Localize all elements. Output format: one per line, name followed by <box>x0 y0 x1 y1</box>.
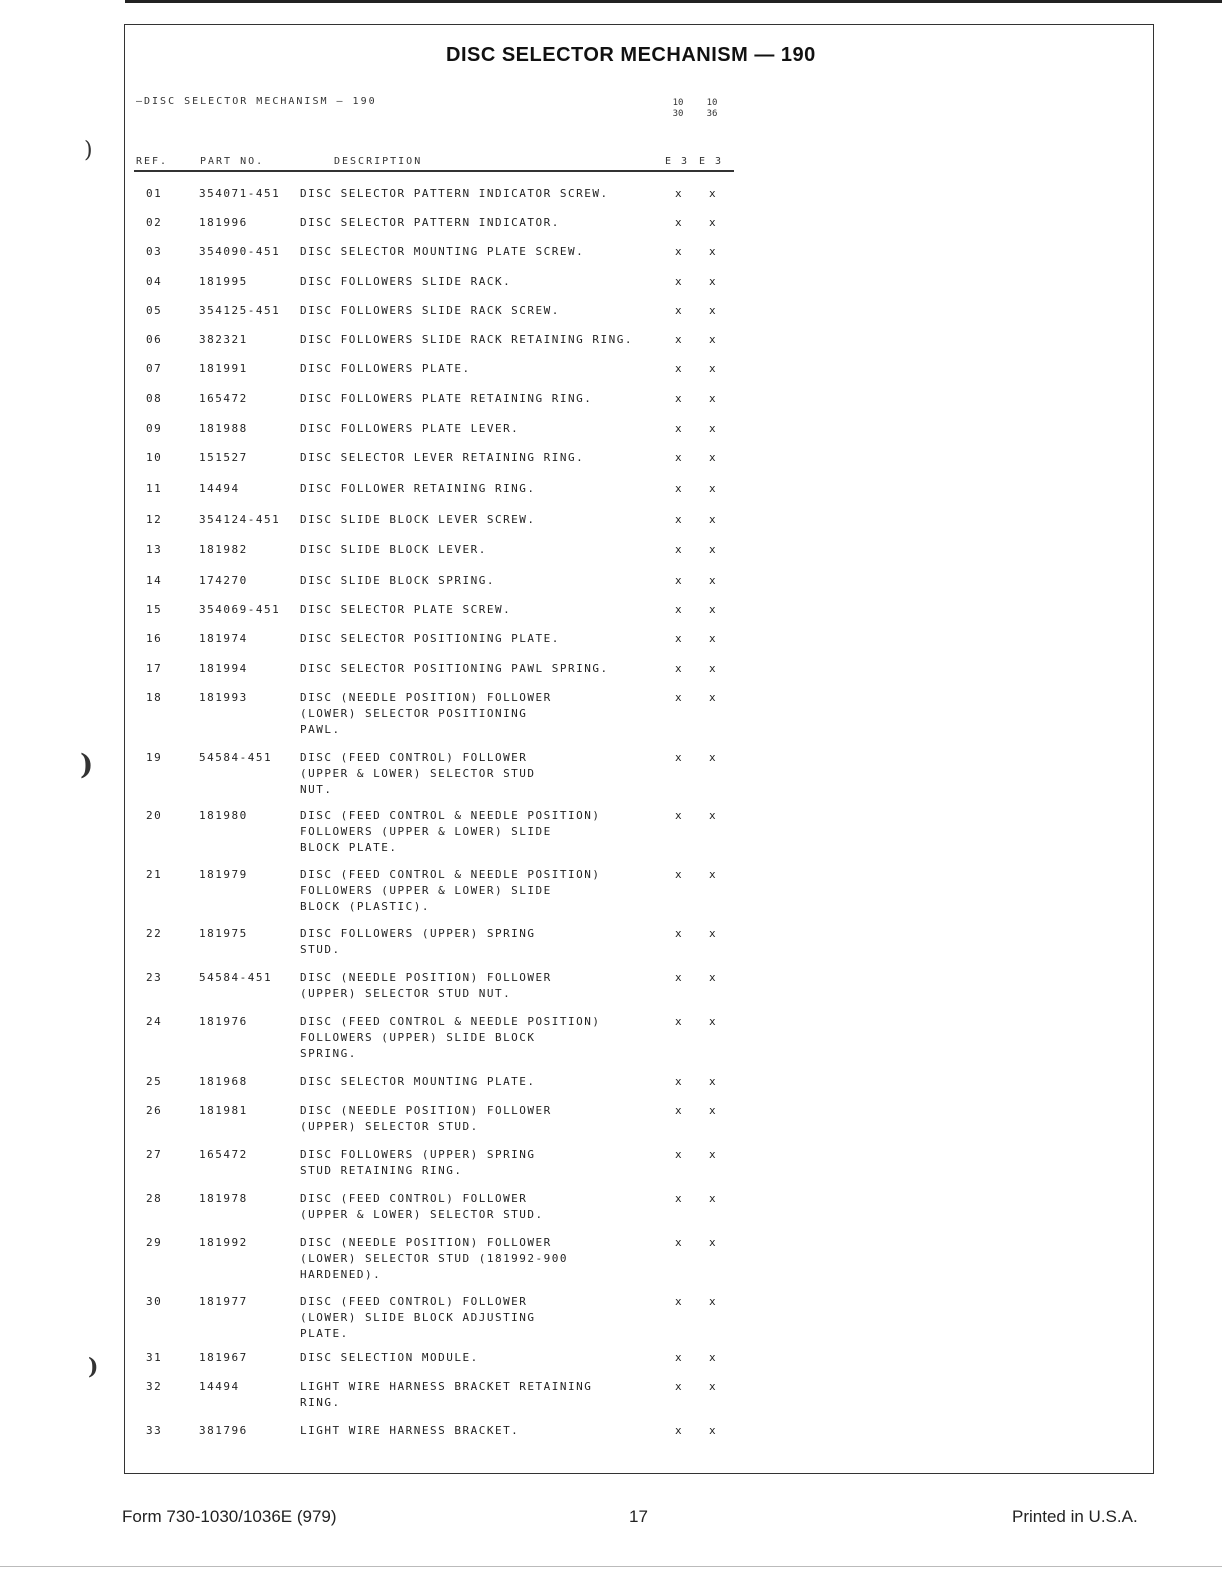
row-ref: 18 <box>146 691 163 704</box>
binding-mark-icon: ) <box>80 748 94 781</box>
page-title: DISC SELECTOR MECHANISM — 190 <box>446 44 816 66</box>
row-model-1-mark: x <box>674 1424 684 1437</box>
header-model-1: E 3 <box>665 156 690 167</box>
row-ref: 29 <box>146 1236 163 1249</box>
row-ref: 19 <box>146 751 163 764</box>
row-ref: 20 <box>146 809 163 822</box>
row-ref: 31 <box>146 1351 163 1364</box>
row-ref: 11 <box>146 482 163 495</box>
row-description: DISC (FEED CONTROL) FOLLOWER (LOWER) SLIDE BLOCK ADJUSTING PLATE. <box>300 1295 536 1340</box>
row-model-2-mark: x <box>708 422 718 435</box>
model-column-2-code: 1036 <box>706 98 718 119</box>
row-model-2-mark: x <box>708 751 718 764</box>
model-column-1-code: 1030 <box>672 98 684 119</box>
header-model-2: E 3 <box>699 156 724 167</box>
row-model-1-mark: x <box>674 1351 684 1364</box>
row-model-2-mark: x <box>708 187 718 200</box>
row-description: DISC (FEED CONTROL & NEEDLE POSITION) FOLLOWERS (UPPER) SLIDE BLOCK SPRING. <box>300 1015 601 1060</box>
row-ref: 15 <box>146 603 163 616</box>
row-model-1-mark: x <box>674 187 684 200</box>
row-ref: 16 <box>146 632 163 645</box>
row-model-1-mark: x <box>674 1236 684 1249</box>
row-description: DISC (NEEDLE POSITION) FOLLOWER (UPPER) SELECTOR STUD NUT. <box>300 971 552 1000</box>
row-part-number: 181968 <box>199 1075 248 1088</box>
row-model-2-mark: x <box>708 1351 718 1364</box>
row-description: DISC SELECTOR LEVER RETAINING RING. <box>300 451 585 464</box>
row-model-2-mark: x <box>708 691 718 704</box>
row-model-1-mark: x <box>674 1148 684 1161</box>
row-model-2-mark: x <box>708 392 718 405</box>
row-model-2-mark: x <box>708 1104 718 1117</box>
row-model-2-mark: x <box>708 216 718 229</box>
row-model-2-mark: x <box>708 1424 718 1437</box>
row-description: DISC SELECTOR PLATE SCREW. <box>300 603 512 616</box>
row-part-number: 354124-451 <box>199 513 281 526</box>
row-ref: 26 <box>146 1104 163 1117</box>
row-model-1-mark: x <box>674 632 684 645</box>
row-part-number: 354071-451 <box>199 187 281 200</box>
row-model-2-mark: x <box>708 1380 718 1393</box>
row-part-number: 181976 <box>199 1015 248 1028</box>
row-part-number: 181980 <box>199 809 248 822</box>
row-model-1-mark: x <box>674 1380 684 1393</box>
row-part-number: 181979 <box>199 868 248 881</box>
row-description: DISC SLIDE BLOCK LEVER SCREW. <box>300 513 536 526</box>
row-model-2-mark: x <box>708 1075 718 1088</box>
row-description: LIGHT WIRE HARNESS BRACKET. <box>300 1424 520 1437</box>
binding-mark-icon: ) <box>84 138 93 163</box>
row-model-2-mark: x <box>708 275 718 288</box>
header-ref: REF. <box>136 156 169 167</box>
row-ref: 02 <box>146 216 163 229</box>
bottom-rule <box>0 1566 1222 1567</box>
row-model-2-mark: x <box>708 1192 718 1205</box>
row-description: DISC FOLLOWERS (UPPER) SPRING STUD RETAINING RING. <box>300 1148 536 1177</box>
row-description: DISC SELECTOR POSITIONING PAWL SPRING. <box>300 662 609 675</box>
row-part-number: 181967 <box>199 1351 248 1364</box>
row-part-number: 174270 <box>199 574 248 587</box>
row-description: DISC FOLLOWERS SLIDE RACK RETAINING RING. <box>300 333 634 346</box>
row-ref: 04 <box>146 275 163 288</box>
row-model-1-mark: x <box>674 1015 684 1028</box>
row-ref: 21 <box>146 868 163 881</box>
row-description: DISC (FEED CONTROL & NEEDLE POSITION) FOLLOWERS (UPPER & LOWER) SLIDE BLOCK PLATE. <box>300 809 601 854</box>
row-ref: 03 <box>146 245 163 258</box>
row-model-1-mark: x <box>674 275 684 288</box>
row-description: DISC (FEED CONTROL) FOLLOWER (UPPER & LOWER) SELECTOR STUD. <box>300 1192 544 1221</box>
row-model-2-mark: x <box>708 971 718 984</box>
row-part-number: 181992 <box>199 1236 248 1249</box>
row-model-1-mark: x <box>674 304 684 317</box>
row-model-1-mark: x <box>674 603 684 616</box>
header-part: PART NO. <box>200 156 265 167</box>
footer-printed: Printed in U.S.A. <box>1012 1507 1138 1526</box>
row-part-number: 54584-451 <box>199 971 273 984</box>
row-part-number: 354125-451 <box>199 304 281 317</box>
row-model-2-mark: x <box>708 1236 718 1249</box>
row-model-1-mark: x <box>674 333 684 346</box>
row-description: DISC SLIDE BLOCK SPRING. <box>300 574 495 587</box>
row-model-1-mark: x <box>674 574 684 587</box>
row-description: LIGHT WIRE HARNESS BRACKET RETAINING RING. <box>300 1380 593 1409</box>
row-part-number: 181993 <box>199 691 248 704</box>
row-model-1-mark: x <box>674 927 684 940</box>
row-ref: 08 <box>146 392 163 405</box>
row-model-2-mark: x <box>708 362 718 375</box>
row-description: DISC FOLLOWERS SLIDE RACK. <box>300 275 512 288</box>
row-part-number: 165472 <box>199 1148 248 1161</box>
row-part-number: 181994 <box>199 662 248 675</box>
row-part-number: 354069-451 <box>199 603 281 616</box>
row-part-number: 382321 <box>199 333 248 346</box>
row-part-number: 54584-451 <box>199 751 273 764</box>
row-description: DISC SELECTOR POSITIONING PLATE. <box>300 632 560 645</box>
row-description: DISC SELECTOR MOUNTING PLATE. <box>300 1075 536 1088</box>
row-part-number: 151527 <box>199 451 248 464</box>
row-model-1-mark: x <box>674 362 684 375</box>
row-part-number: 381796 <box>199 1424 248 1437</box>
row-description: DISC FOLLOWERS (UPPER) SPRING STUD. <box>300 927 536 956</box>
row-description: DISC SELECTOR PATTERN INDICATOR SCREW. <box>300 187 609 200</box>
row-model-2-mark: x <box>708 543 718 556</box>
row-part-number: 181996 <box>199 216 248 229</box>
row-ref: 05 <box>146 304 163 317</box>
row-model-2-mark: x <box>708 1015 718 1028</box>
row-description: DISC (NEEDLE POSITION) FOLLOWER (UPPER) SELECTOR STUD. <box>300 1104 552 1133</box>
row-part-number: 354090-451 <box>199 245 281 258</box>
row-description: DISC (NEEDLE POSITION) FOLLOWER (LOWER) SELECTOR POSITIONING PAWL. <box>300 691 552 736</box>
row-model-2-mark: x <box>708 1148 718 1161</box>
row-model-1-mark: x <box>674 422 684 435</box>
row-part-number: 181981 <box>199 1104 248 1117</box>
row-part-number: 14494 <box>199 1380 240 1393</box>
row-model-2-mark: x <box>708 574 718 587</box>
row-model-1-mark: x <box>674 245 684 258</box>
row-description: DISC FOLLOWER RETAINING RING. <box>300 482 536 495</box>
row-ref: 07 <box>146 362 163 375</box>
row-description: DISC SLIDE BLOCK LEVER. <box>300 543 487 556</box>
row-model-1-mark: x <box>674 751 684 764</box>
row-model-2-mark: x <box>708 809 718 822</box>
row-ref: 09 <box>146 422 163 435</box>
row-model-1-mark: x <box>674 1295 684 1308</box>
table-subtitle: –DISC SELECTOR MECHANISM – 190 <box>136 96 377 107</box>
row-ref: 27 <box>146 1148 163 1161</box>
row-description: DISC FOLLOWERS PLATE RETAINING RING. <box>300 392 593 405</box>
row-part-number: 14494 <box>199 482 240 495</box>
row-model-1-mark: x <box>674 513 684 526</box>
row-model-2-mark: x <box>708 662 718 675</box>
row-description: DISC (NEEDLE POSITION) FOLLOWER (LOWER) SELECTOR STUD (181992-900 HARDENED). <box>300 1236 569 1281</box>
row-model-1-mark: x <box>674 543 684 556</box>
row-model-1-mark: x <box>674 451 684 464</box>
row-part-number: 181978 <box>199 1192 248 1205</box>
row-model-2-mark: x <box>708 245 718 258</box>
header-description: DESCRIPTION <box>334 156 423 167</box>
row-description: DISC FOLLOWERS SLIDE RACK SCREW. <box>300 304 560 317</box>
row-model-2-mark: x <box>708 927 718 940</box>
row-ref: 17 <box>146 662 163 675</box>
row-model-1-mark: x <box>674 662 684 675</box>
row-ref: 06 <box>146 333 163 346</box>
row-ref: 24 <box>146 1015 163 1028</box>
row-ref: 28 <box>146 1192 163 1205</box>
row-ref: 33 <box>146 1424 163 1437</box>
row-model-1-mark: x <box>674 868 684 881</box>
row-model-1-mark: x <box>674 1104 684 1117</box>
row-description: DISC SELECTOR MOUNTING PLATE SCREW. <box>300 245 585 258</box>
row-model-1-mark: x <box>674 482 684 495</box>
row-model-1-mark: x <box>674 691 684 704</box>
row-part-number: 181982 <box>199 543 248 556</box>
row-description: DISC FOLLOWERS PLATE. <box>300 362 471 375</box>
row-ref: 32 <box>146 1380 163 1393</box>
row-part-number: 181995 <box>199 275 248 288</box>
row-part-number: 165472 <box>199 392 248 405</box>
row-ref: 12 <box>146 513 163 526</box>
row-model-2-mark: x <box>708 304 718 317</box>
row-model-2-mark: x <box>708 1295 718 1308</box>
row-model-1-mark: x <box>674 809 684 822</box>
row-part-number: 181974 <box>199 632 248 645</box>
row-model-1-mark: x <box>674 1075 684 1088</box>
footer-form-number: Form 730-1030/1036E (979) <box>122 1507 337 1526</box>
row-part-number: 181988 <box>199 422 248 435</box>
row-ref: 14 <box>146 574 163 587</box>
row-model-2-mark: x <box>708 513 718 526</box>
row-model-1-mark: x <box>674 971 684 984</box>
row-model-2-mark: x <box>708 632 718 645</box>
row-ref: 10 <box>146 451 163 464</box>
row-model-1-mark: x <box>674 1192 684 1205</box>
binding-mark-icon: ) <box>88 1354 99 1380</box>
row-description: DISC SELECTION MODULE. <box>300 1351 479 1364</box>
top-rule <box>125 0 1222 3</box>
row-ref: 13 <box>146 543 163 556</box>
row-ref: 25 <box>146 1075 163 1088</box>
row-model-2-mark: x <box>708 482 718 495</box>
row-ref: 01 <box>146 187 163 200</box>
row-part-number: 181975 <box>199 927 248 940</box>
row-ref: 22 <box>146 927 163 940</box>
row-model-1-mark: x <box>674 216 684 229</box>
row-part-number: 181991 <box>199 362 248 375</box>
row-ref: 30 <box>146 1295 163 1308</box>
row-model-2-mark: x <box>708 333 718 346</box>
row-description: DISC (FEED CONTROL & NEEDLE POSITION) FOLLOWERS (UPPER & LOWER) SLIDE BLOCK (PLASTIC). <box>300 868 601 913</box>
header-rule <box>134 170 734 172</box>
row-model-2-mark: x <box>708 451 718 464</box>
row-model-2-mark: x <box>708 603 718 616</box>
row-description: DISC SELECTOR PATTERN INDICATOR. <box>300 216 560 229</box>
row-description: DISC (FEED CONTROL) FOLLOWER (UPPER & LOWER) SELECTOR STUD NUT. <box>300 751 536 796</box>
row-description: DISC FOLLOWERS PLATE LEVER. <box>300 422 520 435</box>
row-model-1-mark: x <box>674 392 684 405</box>
row-model-2-mark: x <box>708 868 718 881</box>
row-part-number: 181977 <box>199 1295 248 1308</box>
row-ref: 23 <box>146 971 163 984</box>
footer-page-number: 17 <box>629 1507 648 1526</box>
